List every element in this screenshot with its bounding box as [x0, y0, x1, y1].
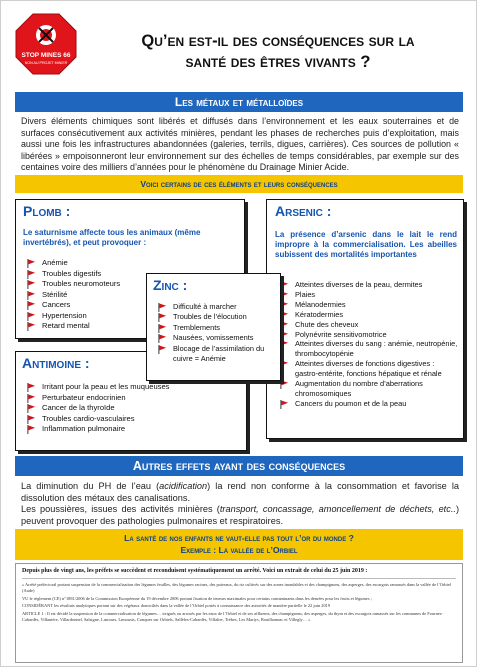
zinc-card [146, 273, 281, 381]
sante-banner-line1: La santé de nos enfants ne vaut-elle pas tout l’or du monde ? [124, 533, 354, 543]
list-item: Cancers du poumon et de la peau [273, 399, 459, 409]
page-title-line2: santé des êtres vivants ? [185, 53, 371, 71]
antimoine-heading: Antimoine : [22, 355, 90, 371]
flag-bullet-icon [280, 311, 289, 320]
list-item: Kératodermies [273, 310, 459, 320]
flag-bullet-icon [158, 303, 167, 312]
logo-subtext: NON AU PROJET MINIER [24, 61, 68, 65]
arrete-quote-1: « Arrêté préfectoral portant suspension de la commercialisation des légumes feuilles, des légumes racines, des poireaux, du riz cultivés sur des zones inondables et des champignons, des asperges, des escargots ramassés dans la vallée de l’Orbiel (Aude) [22, 582, 452, 593]
arrete-extract [15, 563, 463, 663]
list-item: Difficulté à marcher [151, 302, 279, 312]
list-item: Perturbateur endocrinien [20, 393, 242, 404]
section-heading-metaux: Les métaux et métalloïdes [15, 92, 463, 112]
flag-bullet-icon [27, 312, 36, 321]
flag-bullet-icon [27, 383, 36, 392]
flag-bullet-icon [158, 345, 167, 354]
list-item: Blocage de l’assimilation du cuivre = Anémie [151, 344, 279, 365]
list-item: Irritant pour la peau et les muqueuses [20, 382, 242, 393]
plomb-list [20, 258, 160, 332]
list-item: Retard mental [20, 321, 160, 332]
list-item: Inflammation pulmonaire [20, 424, 242, 435]
flag-bullet-icon [27, 394, 36, 403]
list-item: Atteintes diverses de la peau, dermites [273, 280, 459, 290]
flag-bullet-icon [280, 291, 289, 300]
flag-bullet-icon [158, 324, 167, 333]
stop-mines-logo-icon [15, 13, 77, 75]
flag-bullet-icon [158, 313, 167, 322]
metaux-paragraph: Divers éléments chimiques sont libérés et diffusés dans l’environnement et les eaux souterraines et de surfaces consécutivement aux activités minières, pendant les phases de recherches puis d’exploitation, mais aussi une fois les infrastructures abandonnées (galeries, terrils, digues, carrières). Ces sources de pollution « libérées » empoisonneront leur environnement sur des échelles de temps considérables, par exemple sur des centaines voire des milliers d’années pour le phénomène du Drainage Minier Acide. [21, 116, 459, 173]
flag-bullet-icon [280, 340, 289, 349]
zinc-list [151, 302, 279, 364]
sante-banner-line2: Exemple : La vallée de l’Orbiel [180, 545, 298, 555]
flag-bullet-icon [27, 425, 36, 434]
list-item: Polynévrite sensitivomotrice [273, 330, 459, 340]
arsenic-intro: La présence d’arsenic dans le lait le rend impropre à la commercialisation. Les abeilles subissent des mortalités importantes [275, 230, 457, 259]
divider [22, 578, 456, 579]
arsenic-list [273, 280, 459, 409]
autres-paragraphs [21, 481, 459, 527]
antimoine-list [20, 382, 242, 435]
section-heading-autres: Autres effets ayant des conséquences [15, 456, 463, 476]
list-item: Tremblements [151, 323, 279, 333]
flag-bullet-icon [27, 322, 36, 331]
flag-bullet-icon [280, 281, 289, 290]
flag-bullet-icon [27, 259, 36, 268]
zinc-heading: Zinc : [153, 277, 188, 293]
list-item: Cancer de la thyroïde [20, 403, 242, 414]
list-item: Stérilité [20, 290, 160, 301]
arsenic-card [266, 199, 464, 439]
flag-bullet-icon [280, 321, 289, 330]
logo-text: STOP MINES 66 [21, 52, 71, 59]
flag-bullet-icon [27, 404, 36, 413]
flag-bullet-icon [27, 280, 36, 289]
list-item: Mélanodermies [273, 300, 459, 310]
list-item: Atteintes diverses du sang : anémie, neutropénie, thrombocytopénie [273, 339, 459, 359]
flag-bullet-icon [27, 291, 36, 300]
flag-bullet-icon [280, 331, 289, 340]
plomb-intro: Le saturnisme affecte tous les animaux (même invertébrés), et peut provoquer : [23, 228, 201, 247]
arsenic-heading: Arsenic : [275, 203, 332, 219]
list-item: Atteintes diverses de fonctions digestives : gastro-entérite, fonctions hépatique et rénale [273, 359, 459, 379]
sante-banner [15, 529, 463, 560]
list-item: Troubles digestifs [20, 269, 160, 280]
page-title-line1: Qu’en est-il des conséquences sur la [141, 32, 415, 50]
flag-bullet-icon [27, 301, 36, 310]
elements-banner: Voici certains de ces éléments et leurs conséquences [15, 175, 463, 193]
list-item: Hypertension [20, 311, 160, 322]
page-title [93, 31, 463, 73]
list-item: Augmentation du nombre d’aberrations chromosomiques [273, 379, 459, 399]
list-item: Chute des cheveux [273, 320, 459, 330]
list-item: Nausées, vomissements [151, 333, 279, 343]
list-item: Cancers [20, 300, 160, 311]
flag-bullet-icon [158, 334, 167, 343]
flag-bullet-icon [280, 380, 289, 389]
list-item: Troubles de l’élocution [151, 312, 279, 322]
list-item: Troubles neuromoteurs [20, 279, 160, 290]
poussieres-paragraph: Les poussières, issues des activités minières (transport, concassage, amoncellement de déchets, etc..) peuvent provoquer des pathologies pulmonaires et respiratoires. [21, 504, 459, 526]
flag-bullet-icon [280, 400, 289, 409]
flag-bullet-icon [27, 270, 36, 279]
arrete-quote-2: VU le règlement (CE) n°1881/2006 de la Commission Européenne du 19 décembre 2006 portant fixation de teneurs maximales pour certains contaminants dans les denrées pour les fruits et légumes ; [22, 595, 372, 601]
list-item: Troubles cardio-vasculaires [20, 414, 242, 425]
flag-bullet-icon [280, 301, 289, 310]
arrete-quote-4: ARTICLE 1 : Il est décidé la suspension de la commercialisation de légumes… irrigués ou arrosés par les eaux de l’Orbiel et de ses affluents, des champignons, des asperges, du thym et des escargots ramassés sur les communes de Fournes-Cabardès, Villanière, Villardonnel, Salsigne, Lastours, Limousis, Conques sur Orbiels, Sallèles-Cabardès, Villalier, Trèbes, Les Martys, Bouilhonnac et Villegly… » [22, 611, 443, 622]
plomb-heading: Plomb : [23, 203, 71, 219]
acidification-paragraph: La diminution du PH de l’eau (acidification) la rend non conforme à la consommation et favorise la dissolution des métaux des canalisations. [21, 481, 459, 503]
list-item: Anémie [20, 258, 160, 269]
arrete-quote-3: CONSIDÉRANT les résultats analytiques portant sur des végétaux domiciliés dans la vallée de l’Orbiel portés à connaissance des autorités de manière partielle le 22 juin 2019 [22, 603, 331, 609]
flag-bullet-icon [27, 415, 36, 424]
list-item: Plaies [273, 290, 459, 300]
arrete-lead: Depuis plus de vingt ans, les préfets se succèdent et reconduisent systématiquement un arrêté. Voici un extrait de celui du 25 juin 2019 : [22, 568, 368, 574]
flag-bullet-icon [280, 360, 289, 369]
